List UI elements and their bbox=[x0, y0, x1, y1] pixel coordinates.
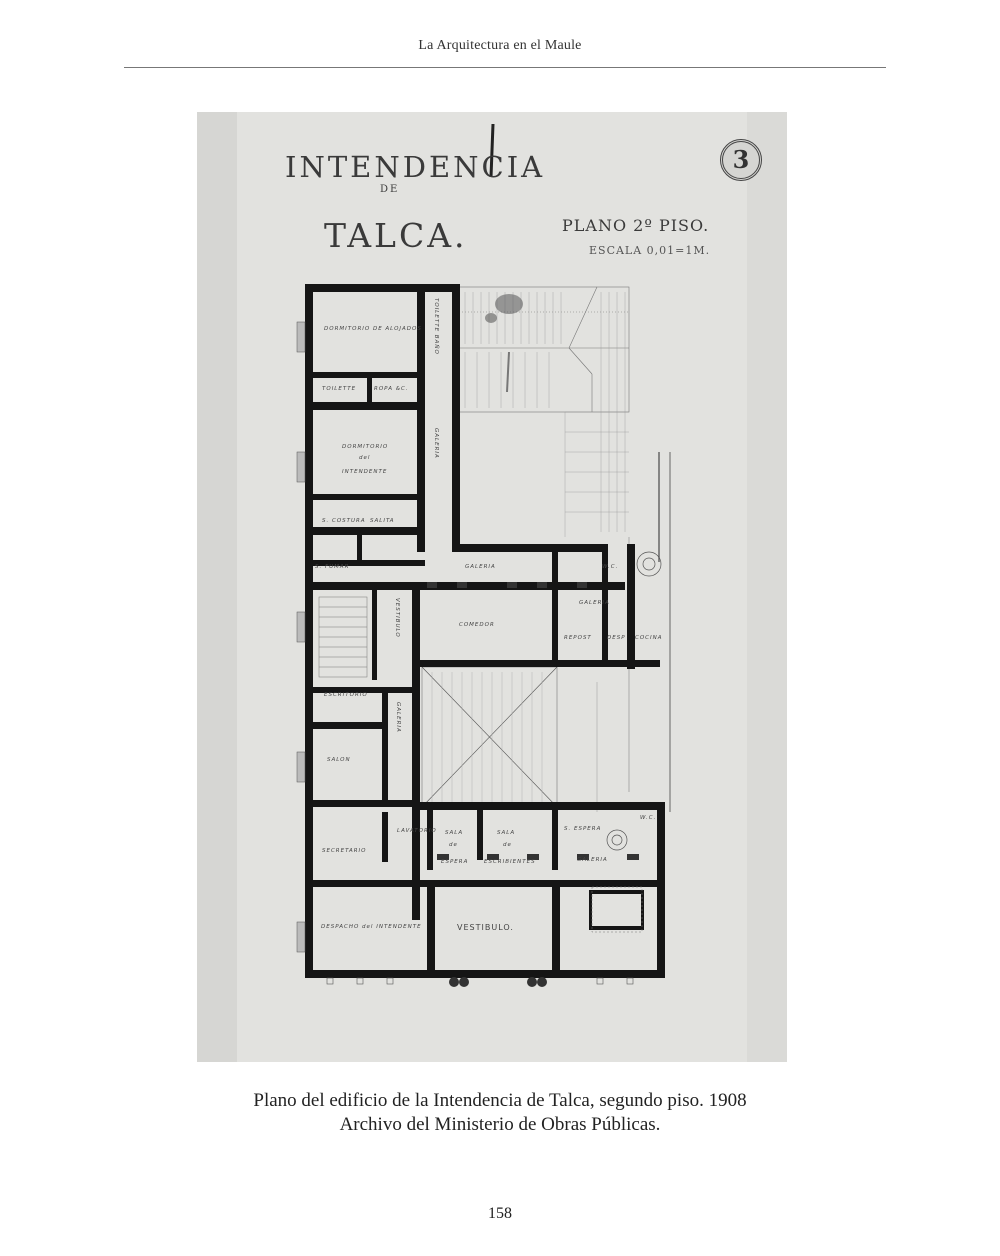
plan-scale-label: ESCALA 0,01=1M. bbox=[589, 244, 711, 257]
room-label: DORMITORIO DE ALOJADOS bbox=[324, 326, 422, 332]
room-label: GALERIA bbox=[465, 564, 496, 570]
room-label: INTENDENTE bbox=[342, 469, 388, 475]
room-label: TOILETTE bbox=[322, 386, 357, 392]
running-head: La Arquitectura en el Maule bbox=[418, 38, 582, 53]
room-label: GALERIA bbox=[579, 600, 610, 606]
room-label: DESPACHO del INTENDENTE bbox=[321, 924, 422, 930]
room-label: ROPA &C. bbox=[374, 386, 409, 392]
page-number: 158 bbox=[488, 1205, 512, 1222]
plan-title-de: DE bbox=[380, 184, 400, 195]
room-label: VESTIBULO. bbox=[457, 923, 514, 932]
room-label: S. FUMAR bbox=[315, 564, 350, 570]
figure-caption-line2: Archivo del Ministerio de Obras Públicas. bbox=[339, 1114, 661, 1135]
room-label: de bbox=[503, 842, 512, 848]
room-label: TOILETTE BAÑO bbox=[433, 298, 439, 355]
header-rule bbox=[124, 67, 886, 68]
room-label: GALERIA bbox=[433, 428, 439, 459]
sheet-number-badge: 3 bbox=[720, 139, 762, 181]
room-label: W.C. bbox=[640, 815, 657, 821]
room-label: LAVATORIO bbox=[397, 828, 437, 834]
room-label: VESTIBULO bbox=[394, 598, 400, 638]
room-label: W.C. bbox=[602, 564, 619, 570]
room-label: GALERIA bbox=[395, 702, 401, 733]
room-label: REPOST bbox=[564, 635, 592, 641]
room-label: DORMITORIO bbox=[342, 444, 389, 450]
room-label: ESCRIBIENTES bbox=[484, 859, 536, 865]
plan-floor-label: PLANO 2º PISO. bbox=[562, 216, 710, 235]
room-label: de bbox=[449, 842, 458, 848]
figure-caption-line1: Plano del edificio de la Intendencia de Talca, segundo piso. 1908 bbox=[253, 1090, 747, 1111]
room-label: S. ESPERA bbox=[564, 826, 602, 832]
plan-title-intendencia: INTENDENCIA bbox=[285, 150, 546, 184]
room-label: DESP bbox=[607, 635, 626, 641]
room-label: SALITA bbox=[370, 518, 395, 524]
plan-title-talca: TALCA. bbox=[324, 216, 468, 255]
room-label: ESCRITORIO bbox=[324, 692, 368, 698]
room-label: SALON bbox=[327, 757, 351, 763]
room-label: S. COSTURA bbox=[322, 518, 366, 524]
room-label: del bbox=[359, 455, 371, 461]
room-label: SALA bbox=[497, 830, 516, 836]
room-label: SECRETARIO bbox=[322, 848, 367, 854]
room-label: SALA bbox=[445, 830, 464, 836]
floor-plan-plate bbox=[197, 112, 787, 1062]
room-label: GALERIA bbox=[577, 857, 608, 863]
room-label: ESPERA bbox=[441, 859, 469, 865]
room-label: COCINA bbox=[635, 635, 663, 641]
room-label: COMEDOR bbox=[459, 622, 495, 628]
